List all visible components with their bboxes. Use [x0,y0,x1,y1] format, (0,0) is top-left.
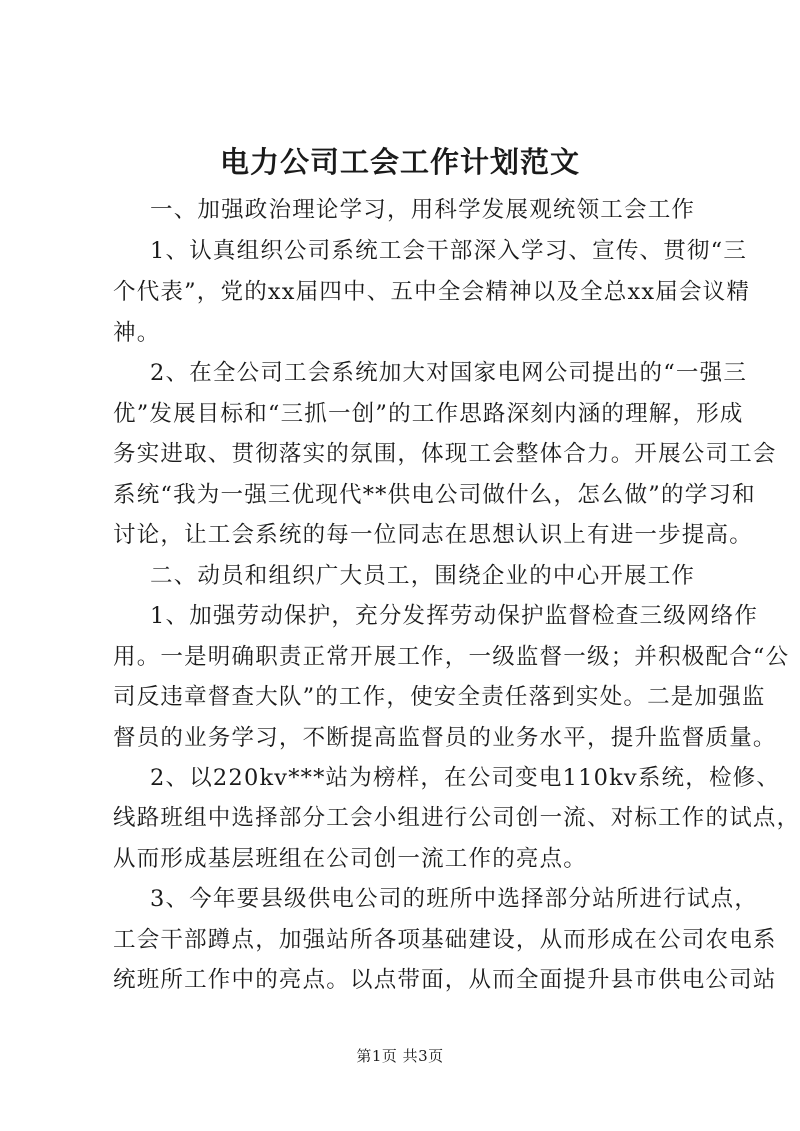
paragraph-line: 工会干部蹲点，加强站所各项基础建设，从而形成在公司农电系 [113,927,777,953]
document-title: 电力公司工会工作计划范文 [219,145,580,179]
paragraph-line: 系统“我为一强三优现代**供电公司做什么，怎么做”的学习和 [113,482,756,508]
paragraph-line: 线路班组中选择部分工会小组进行公司创一流、对标工作的试点， [113,805,800,831]
paragraph-line: 务实进取、贯彻落实的氛围，体现工会整体合力。开展公司工会 [113,441,777,467]
paragraph-line: 1、加强劳动保护，充分发挥劳动保护监督检查三级网络作 [150,603,759,629]
paragraph-line: 2、以220kv***站为榜样，在公司变电110kv系统，检修、 [150,765,781,791]
paragraph-line: 督员的业务学习，不断提高监督员的业务水平，提升监督质量。 [113,725,777,751]
paragraph-line: 1、认真组织公司系统工会干部深入学习、宣传、贯彻“三 [150,238,748,264]
paragraph-line: 统班所工作中的亮点。以点带面，从而全面提升县市供电公司站 [113,967,777,993]
section-heading-1: 一、加强政治理论学习，用科学发展观统领工会工作 [150,197,696,223]
paragraph-line: 2、在全公司工会系统加大对国家电网公司提出的“一强三 [150,360,748,386]
paragraph-line: 用。一是明确职责正常开展工作，一级监督一级；并积极配合“公 [113,644,790,670]
section-heading-2: 二、动员和组织广大员工，围绕企业的中心开展工作 [150,563,696,589]
paragraph-line: 3、今年要县级供电公司的班所中选择部分站所进行试点， [150,886,759,912]
paragraph-line: 优”发展目标和“三抓一创”的工作思路深刻内涵的理解，形成 [113,401,744,427]
paragraph-line: 从而形成基层班组在公司创一流工作的亮点。 [113,846,588,872]
paragraph-line: 司反违章督查大队”的工作，使安全责任落到实处。二是加强监 [113,684,766,710]
page-footer: 第1页 共3页 [356,1047,444,1065]
paragraph-line: 讨论，让工会系统的每一位同志在思想认识上有进一步提高。 [113,522,753,548]
paragraph-line: 神。 [113,320,161,346]
paragraph-line: 个代表”，党的xx届四中、五中全会精神以及全总xx届会议精 [113,279,751,305]
